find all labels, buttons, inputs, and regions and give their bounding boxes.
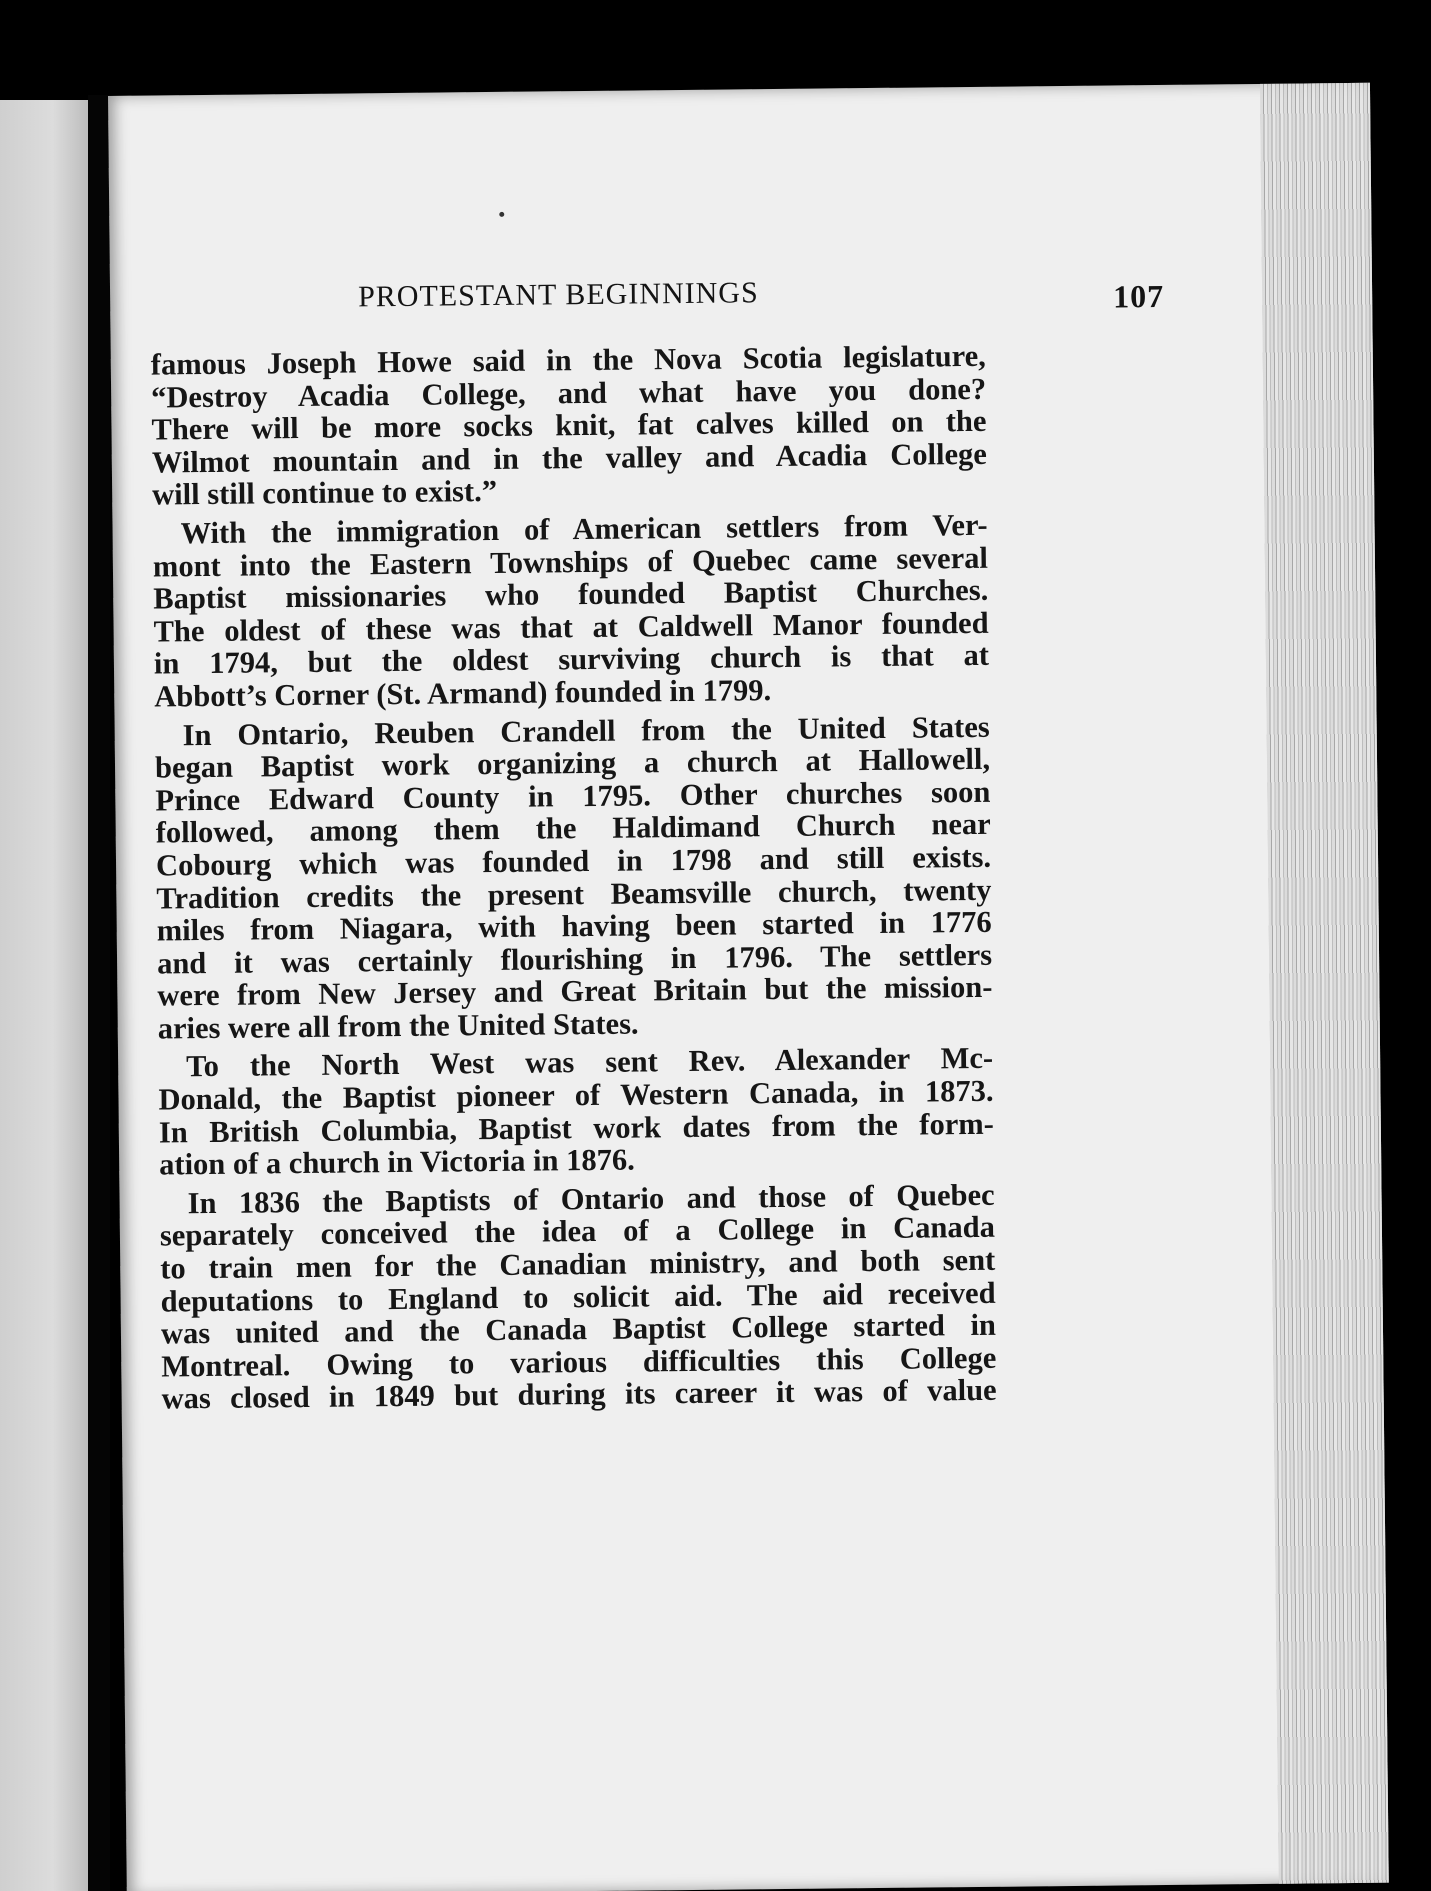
text-line: was united and the Canada Baptist College started in — [160, 1307, 997, 1351]
text-line: was closed in 1849 but during its career it was of value — [161, 1373, 997, 1416]
text-line: in 1794, but the oldest surviving church is that at — [153, 638, 990, 681]
text-line: and it was certainly flourishing in 1796. The settlers — [156, 937, 993, 981]
paragraph-1 — [151, 340, 988, 512]
book-gutter — [88, 95, 110, 1891]
text-line: Montreal. Owing to various difficulties this College — [161, 1340, 997, 1384]
text-line: Baptist missionaries who founded Baptist Churches. — [153, 572, 989, 616]
text-line: “Destroy Acadia College, and what have you done? — [150, 371, 987, 415]
text-line: Prince Edward County in 1795. Other churches soon — [155, 774, 991, 818]
text-line: will still continue to exist.” — [152, 474, 498, 512]
text-line: were from New Jersey and Great Britain but the mission- — [157, 970, 993, 1013]
page-number: 107 — [1112, 277, 1165, 315]
text-line: Tradition credits the present Beamsville church, twenty — [156, 872, 992, 916]
paragraph-4 — [158, 1042, 994, 1181]
book-page — [108, 83, 1389, 1891]
text-line: miles from Niagara, with having been started in 1776 — [156, 904, 992, 948]
paragraph-3 — [155, 710, 993, 1045]
text-line: In 1836 the Baptists of Ontario and those of Quebec — [187, 1177, 995, 1221]
running-head — [358, 272, 1198, 315]
text-line: mont into the Eastern Townships of Quebec came several — [152, 540, 989, 584]
facing-page-edge — [0, 100, 88, 1891]
text-line: Wilmot mountain and in the valley and Acadia College — [151, 436, 987, 480]
page-edge-stack — [1260, 83, 1389, 1884]
text-line: separately conceived the idea of a College in Canada — [159, 1210, 996, 1253]
text-line: In Ontario, Reuben Crandell from the United States — [182, 709, 990, 752]
text-line: There will be more socks knit, fat calves killed on the — [151, 404, 987, 447]
text-line: famous Joseph Howe said in the Nova Scotia legislature, — [150, 338, 986, 382]
body-text — [151, 340, 997, 1422]
text-line: deputations to England to solicit aid. The aid received — [160, 1275, 996, 1319]
paragraph-5 — [159, 1179, 996, 1416]
paper-speck — [499, 212, 504, 217]
text-line: aries were all from the United States. — [157, 1006, 639, 1046]
text-line: began Baptist work organizing a church at Hallowell, — [154, 741, 991, 785]
running-head-title: PROTESTANT BEGINNINGS — [357, 276, 759, 314]
paragraph-2 — [152, 509, 989, 713]
text-line: to train men for the Canadian ministry, and both sent — [160, 1242, 996, 1286]
text-line: To the North West was sent Rev. Alexander Mc- — [185, 1041, 994, 1084]
text-line: With the immigration of American settlers from Ver- — [180, 507, 988, 551]
text-line: Abbott’s Corner (St. Armand) founded in 1799. — [154, 673, 772, 714]
text-line: followed, among them the Haldimand Church near — [155, 807, 991, 850]
text-line: The oldest of these was that at Caldwell Manor founded — [153, 605, 989, 649]
text-line: In British Columbia, Baptist work dates from the form- — [158, 1106, 994, 1150]
text-line: Cobourg which was founded in 1798 and still exists. — [155, 839, 992, 883]
text-line: ation of a church in Victoria in 1876. — [159, 1142, 635, 1182]
text-line: Donald, the Baptist pioneer of Western Canada, in 1873. — [158, 1073, 994, 1117]
